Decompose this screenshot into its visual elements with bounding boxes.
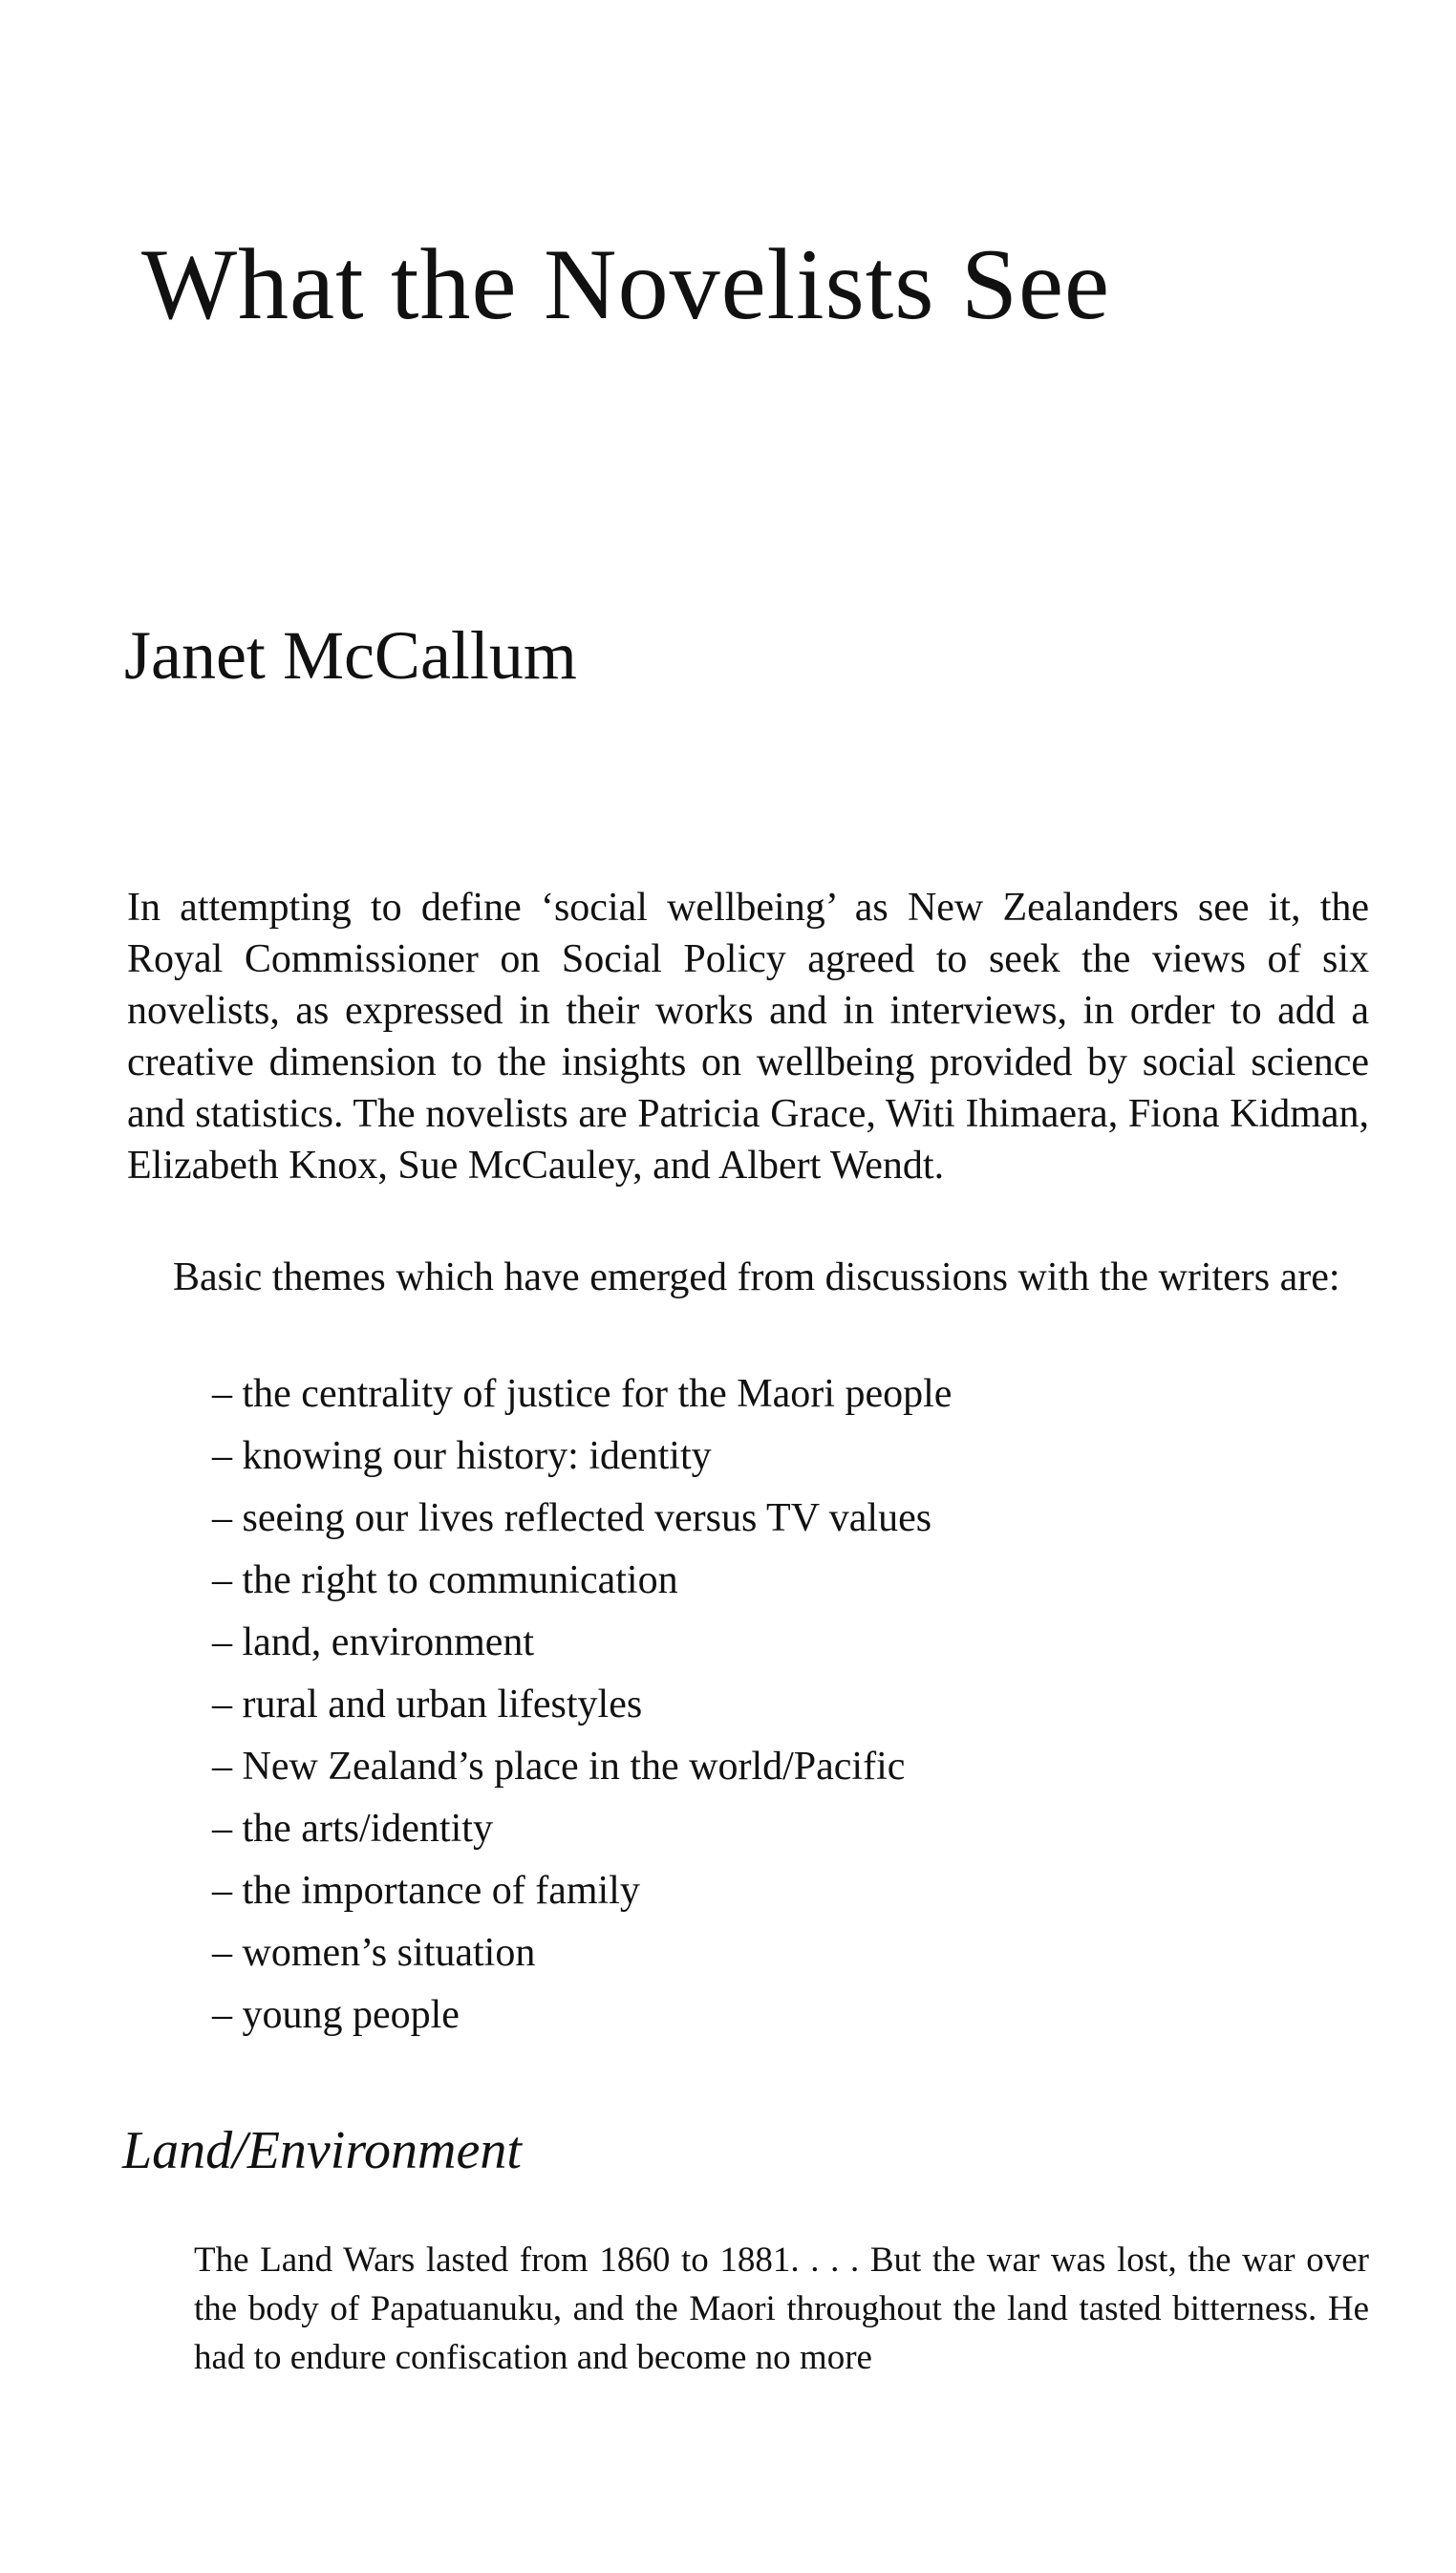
- list-item: – rural and urban lifestyles: [212, 1683, 643, 1726]
- list-item: – seeing our lives reflected versus TV values: [212, 1496, 932, 1540]
- list-item: – the importance of family: [212, 1869, 640, 1913]
- block-quote: The Land Wars lasted from 1860 to 1881. . . . But the war was lost, the war over the body of Papatuanuku, and the Maori throughout the land tasted bitterness. He had to endure confiscation and become no more: [194, 2241, 1369, 2377]
- list-item: – the right to communication: [212, 1558, 678, 1602]
- article-author: Janet McCallum: [124, 617, 577, 694]
- list-item: – the arts/identity: [212, 1807, 493, 1851]
- list-item: – knowing our history: identity: [212, 1434, 712, 1478]
- section-heading: Land/Environment: [122, 2121, 522, 2180]
- list-item: – women’s situation: [212, 1931, 536, 1975]
- list-item: – New Zealand’s place in the world/Pacific: [212, 1745, 906, 1789]
- list-item: – the centrality of justice for the Maori people: [212, 1372, 953, 1416]
- intro-paragraph: In attempting to define ‘social wellbeing’ as New Zealanders see it, the Royal Commissioner on Social Policy agreed to seek the views of six novelists, as expressed in their works and in interviews, in order to add a creative dimension to the insights on wellbeing provided by social science and statistics. The novelists are Patricia Grace, Witi Ihimaera, Fiona Kidman, Elizabeth Knox, Sue McCauley, and Albert Wendt.: [127, 886, 1369, 1188]
- themes-list: [212, 1363, 952, 2047]
- article-title: What the Novelists See: [141, 228, 1111, 340]
- list-item: – young people: [212, 1993, 460, 2037]
- themes-intro-paragraph: Basic themes which have emerged from discussions with the writers are:: [173, 1255, 1340, 1299]
- list-item: – land, environment: [212, 1620, 535, 1664]
